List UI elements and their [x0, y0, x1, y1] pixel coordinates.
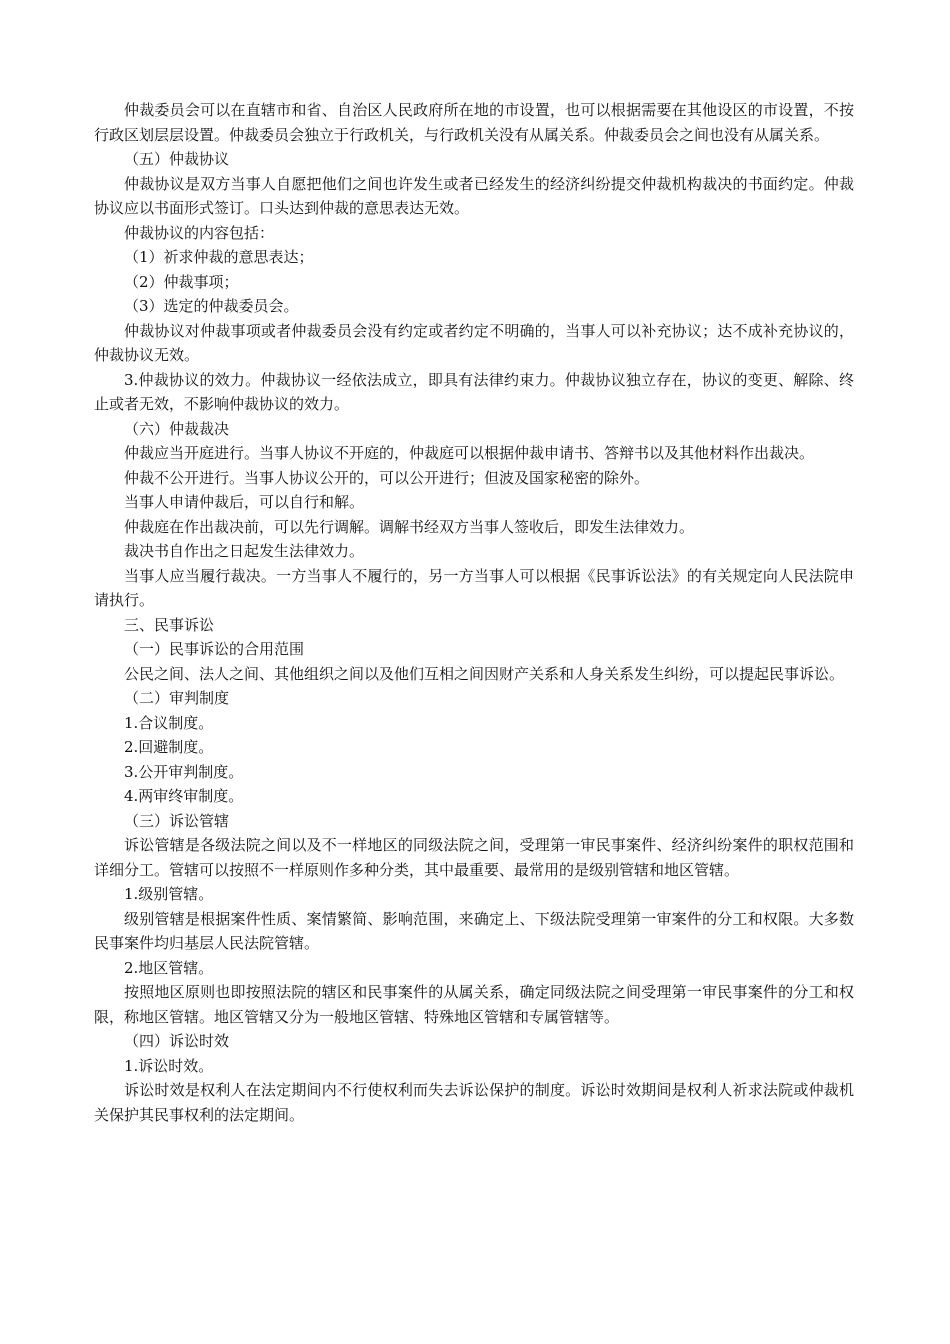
list-item: 2.回避制度。 [124, 738, 214, 756]
paragraph: 裁决书自作出之日起发生法律效力。 [124, 542, 365, 560]
paragraph: 仲裁协议是双方当事人自愿把他们之间也许发生或者已经发生的经济纠纷提交仲裁机构裁决的书面约定。仲裁协议应以书面形式签订。口头达到仲裁的意思表达无效。 [94, 174, 854, 217]
list-item: （3）选定的仲裁委员会。 [124, 297, 299, 315]
list-item: 4.两审终审制度。 [124, 787, 244, 805]
list-item: 2.地区管辖。 [124, 958, 214, 977]
paragraph: 按照地区原则也即按照法院的辖区和民事案件的从属关系，确定同级法院之间受理第一审民事案件的分工和权限，称地区管辖。地区管辖又分为一般地区管辖、特殊地区管辖和专属管辖等。 [94, 983, 854, 1026]
paragraph: 仲裁不公开进行。当事人协议公开的，可以公开进行；但波及国家秘密的除外。 [124, 468, 650, 487]
paragraph: 级别管辖是根据案件性质、案情繁简、影响范围，来确定上、下级法院受理第一审案件的分工和权限。大多数民事案件均归基层人民法院管辖。 [94, 909, 854, 952]
paragraph: 当事人应当履行裁决。一方当事人不履行的，另一方当事人可以根据《民事诉讼法》的有关规定向人民法院申请执行。 [94, 566, 854, 609]
paragraph: 仲裁应当开庭进行。当事人协议不开庭的，仲裁庭可以根据仲裁申请书、答辩书以及其他材料作出裁决。 [124, 444, 815, 462]
paragraph: 仲裁委员会可以在直辖市和省、自治区人民政府所在地的市设置，也可以根据需要在其他设区的市设置，不按行政区划层层设置。仲裁委员会独立于行政机关，与行政机关没有从属关系。仲裁委员会之间也没有从属关系。 [94, 101, 854, 144]
paragraph: 仲裁协议对仲裁事项或者仲裁委员会没有约定或者约定不明确的，当事人可以补充协议；达不成补充协议的，仲裁协议无效。 [94, 321, 854, 364]
list-item: 1.诉讼时效。 [124, 1056, 214, 1075]
list-item: （2）仲裁事项； [124, 272, 239, 291]
paragraph: 公民之间、法人之间、其他组织之间以及他们互相之间因财产关系和人身关系发生纠纷，可以提起民事诉讼。 [124, 664, 845, 683]
section-heading: （五）仲裁协议 [124, 150, 230, 168]
paragraph: 诉讼时效是权利人在法定期间内不行使权利而失去诉讼保护的制度。诉讼时效期间是权利人祈求法院或仲裁机关保护其民事权利的法定期间。 [94, 1081, 854, 1124]
chapter-heading: 三、民事诉讼 [124, 615, 215, 634]
section-heading: （二）审判制度 [124, 689, 230, 707]
section-heading: （六）仲裁裁决 [124, 419, 230, 438]
paragraph: 仲裁庭在作出裁决前，可以先行调解。调解书经双方当事人签收后，即发生法律效力。 [124, 517, 695, 536]
section-heading: （三）诉讼管辖 [124, 811, 230, 830]
list-item: 1.合议制度。 [124, 713, 214, 732]
section-heading: （一）民事诉讼的合用范围 [124, 640, 305, 658]
paragraph: 诉讼管辖是各级法院之间以及不一样地区的同级法院之间，受理第一审民事案件、经济纠纷案件的职权范围和详细分工。管辖可以按照不一样原则作多种分类，其中最重要、最常用的是级别管辖和地区管辖。 [94, 836, 854, 879]
list-item: 1.级别管辖。 [124, 885, 214, 903]
paragraph: 3.仲裁协议的效力。仲裁协议一经依法成立，即具有法律约束力。仲裁协议独立存在，协议的变更、解除、终止或者无效，不影响仲裁协议的效力。 [94, 370, 854, 413]
paragraph: 当事人申请仲裁后，可以自行和解。 [124, 493, 365, 511]
list-item: （1）祈求仲裁的意思表达； [124, 248, 314, 266]
section-heading: （四）诉讼时效 [124, 1032, 230, 1050]
list-item: 3.公开审判制度。 [124, 762, 244, 781]
paragraph: 仲裁协议的内容包括： [124, 223, 275, 242]
document-body [94, 98, 854, 1127]
